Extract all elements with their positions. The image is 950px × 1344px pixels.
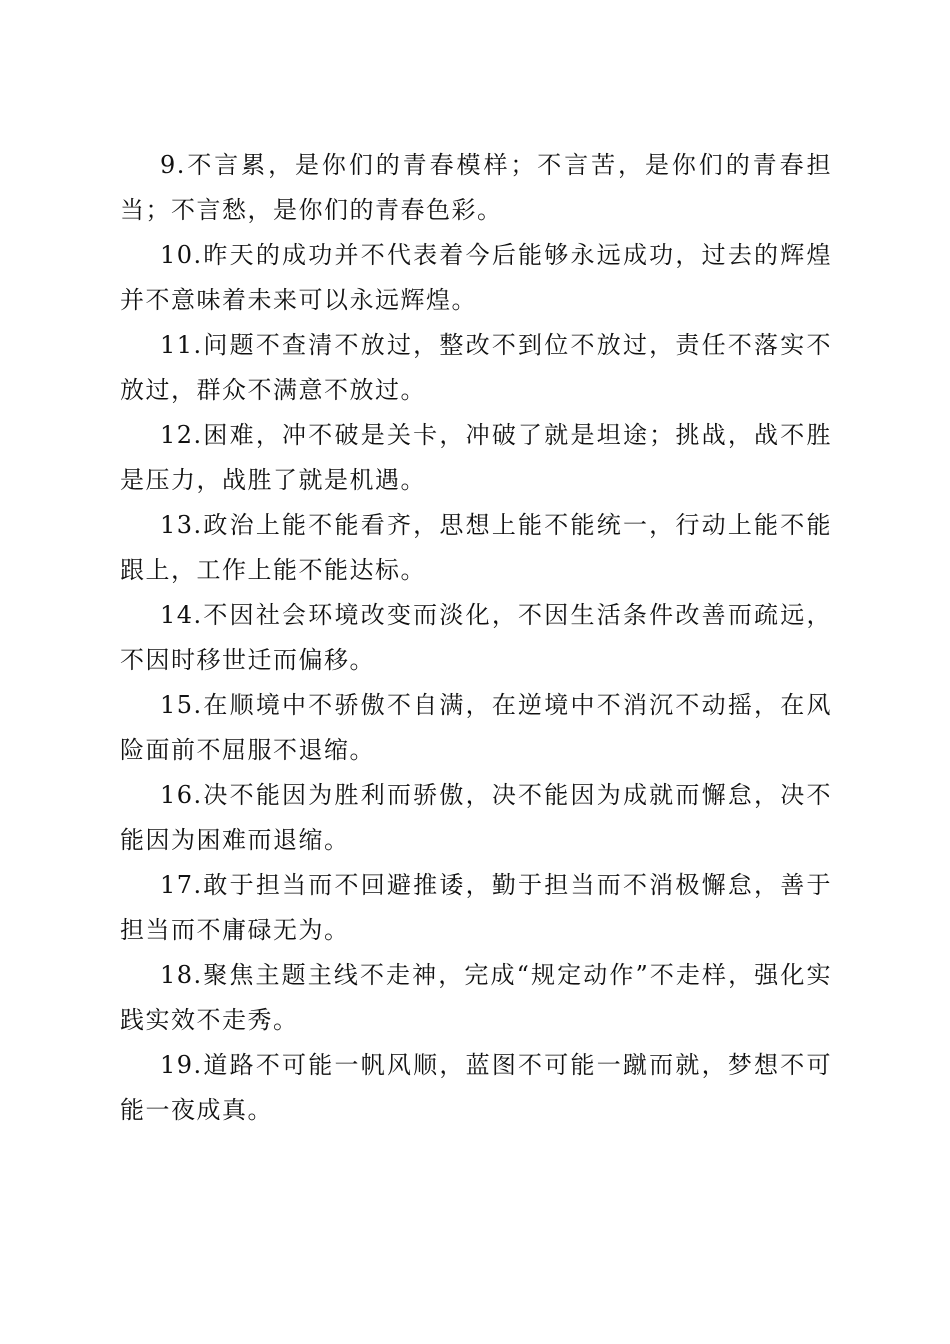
paragraph-12: 12.困难，冲不破是关卡，冲破了就是坦途；挑战，战不胜是压力，战胜了就是机遇。: [120, 421, 832, 494]
paragraph-15: 15.在顺境中不骄傲不自满，在逆境中不消沉不动摇，在风险面前不屈服不退缩。: [120, 691, 832, 764]
document-body: [120, 143, 832, 1133]
paragraph-10: 10.昨天的成功并不代表着今后能够永远成功，过去的辉煌并不意味着未来可以永远辉煌。: [120, 241, 832, 314]
paragraph-9: 9.不言累，是你们的青春模样；不言苦，是你们的青春担当；不言愁，是你们的青春色彩。: [120, 151, 832, 224]
paragraph-14: 14.不因社会环境改变而淡化，不因生活条件改善而疏远，不因时移世迁而偏移。: [120, 601, 832, 674]
paragraph-18: 18.聚焦主题主线不走神，完成“规定动作”不走样，强化实践实效不走秀。: [120, 961, 832, 1034]
paragraph-17: 17.敢于担当而不回避推诿，勤于担当而不消极懈怠，善于担当而不庸碌无为。: [120, 871, 832, 944]
paragraph-16: 16.决不能因为胜利而骄傲，决不能因为成就而懈怠，决不能因为困难而退缩。: [120, 781, 832, 854]
paragraph-11: 11.问题不查清不放过，整改不到位不放过，责任不落实不放过，群众不满意不放过。: [120, 331, 832, 404]
paragraph-13: 13.政治上能不能看齐，思想上能不能统一，行动上能不能跟上，工作上能不能达标。: [120, 511, 832, 584]
paragraph-19: 19.道路不可能一帆风顺，蓝图不可能一蹴而就，梦想不可能一夜成真。: [120, 1051, 832, 1124]
